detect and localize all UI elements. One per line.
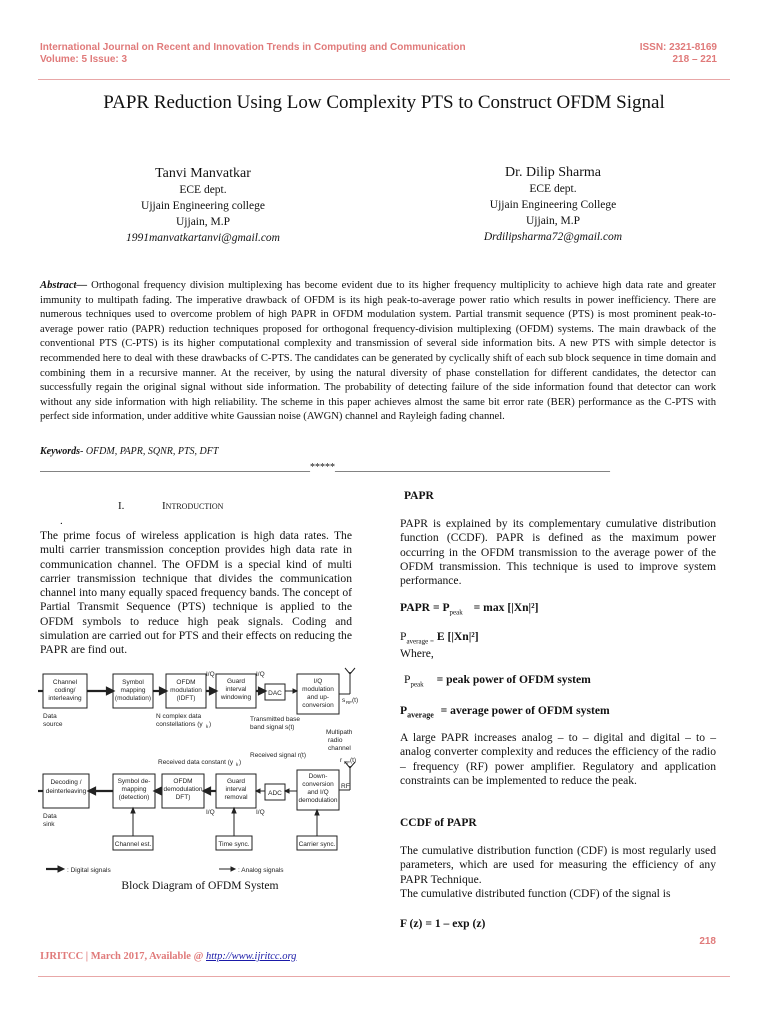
svg-text:(t): (t): [352, 697, 359, 704]
page-number: 218: [699, 936, 716, 947]
abstract-text: Orthogonal frequency division multiplexing has become evident due to its higher frequency multiplicity to achieve high data rate and greater immunity to multipath fading. The imperative drawback of OFDM is its high peak-to-average power ratio which results in power inefficiency. There are numerous techniques used to overcome problem of high PAPR in OFDM modulation system. Partial transmit sequence (PTS) is most prominent peak-to-average power ratio (PAPR) reduction techniques proposed for orthogonal frequency-division multiplexing (OFDM) systems. The main drawback of the conventional PTS (C-PTS) is its higher computational complexity and transmission of several side information bits. A new PTS with simple detector is recommended here to deal with these drawbacks of C-PTS. The candidates can be generated by cyclically shift of each sub block sequence in time domain and combining them in a recursive manner. At the receiver, by using the natural diversity of phase constellation for different candidates, the detector can successfully regain the original signal without side information. The probability of detecting failure of the side information found that detector can work without any side information with high reliability. The scheme in this paper achieves almost the same bit error rate (BER) performance as the C-PTS with perfect side information, under additive white Gaussian noise (AWGN) channel and Rayleigh fading channel.: [40, 280, 716, 423]
label-symbol-demapping: Symbol de-: [117, 778, 151, 785]
ofdm-block-diagram: [38, 666, 364, 882]
papr-paragraph-2: A large PAPR increases analog – to – digital and digital – to – analog converter complexity and reduces the efficiency of the radio – frequency (RF) power amplifier. Regulatory and application constraints can be implemented to reduce the peak.: [400, 731, 716, 787]
label-multipath: Multipath: [326, 729, 353, 736]
ccdf-text-1: The cumulative distribution function (CDF) is most regularly used parameters, which are used for measuring the efficiency of any PAPR Technique.: [400, 844, 716, 886]
svg-text:I/Q: I/Q: [256, 809, 265, 816]
svg-text:demodulation: demodulation: [163, 786, 203, 793]
label-adc: ADC: [268, 790, 282, 797]
eq2-rhs: E [|Xn|²]: [436, 630, 479, 643]
def1-rhs: = peak power of OFDM system: [436, 673, 591, 686]
intro-heading: Introduction: [162, 500, 224, 512]
svg-text:interleaving: interleaving: [48, 695, 82, 702]
keywords: [40, 446, 218, 457]
definition-peak: [404, 673, 591, 688]
def1-sub: peak: [410, 680, 424, 689]
equation-average: [400, 630, 479, 645]
svg-text:I/Q: I/Q: [206, 809, 215, 816]
svg-text:interval: interval: [225, 686, 247, 693]
abstract: [40, 279, 716, 425]
section-separator: ______________________________________________________*****_______________________________________________________: [40, 462, 610, 473]
issn: ISSN: 2321-8169: [639, 42, 717, 53]
svg-text:channel: channel: [328, 745, 351, 752]
svg-text:modulation: modulation: [170, 687, 202, 694]
label-rf-tx: s: [342, 697, 346, 704]
svg-text:(t): (t): [350, 757, 357, 764]
footer-label: IJRITCC | March 2017, Available @: [40, 951, 206, 962]
abstract-label: Abstract—: [40, 280, 88, 291]
journal-name: International Journal on Recent and Innovation Trends in Computing and Communication: [40, 42, 466, 53]
def2-sub: average: [407, 710, 434, 720]
svg-text:interval: interval: [225, 786, 247, 793]
equation-cdf: F (z) = 1 – exp (z): [400, 917, 486, 930]
svg-text:RF: RF: [344, 760, 350, 765]
svg-text:conversion: conversion: [302, 781, 334, 788]
svg-text:band signal s(t): band signal s(t): [250, 724, 295, 731]
label-guard-interval: Guard: [226, 678, 246, 685]
label-symbol-mapping: Symbol: [122, 679, 144, 686]
label-data-source: Data: [43, 713, 57, 720]
header-rule: [38, 79, 730, 80]
svg-text:radio: radio: [328, 737, 343, 744]
svg-text:modulation: modulation: [302, 686, 334, 693]
svg-text:and up-: and up-: [306, 694, 330, 701]
label-channel-coding: Channel: [52, 679, 78, 686]
svg-text:removal: removal: [224, 794, 248, 801]
legend-digital: : Digital signals: [67, 867, 111, 874]
label-ofdm-demodulation: OFDM: [173, 778, 193, 785]
intro-text: The prime focus of wireless application is high data rates. The multi carrier transmission conception provides high data rate in communication channel. The OFDM is a special kind of multi carrier transmission technique that divides the communication channel into many equally spaced frequency bands. The concept of Partial Transmit Sequence (PTS) technique is applied to the OFDM symbols to reduce high peak signals. Coding and simulation are carried out for PTS and their effects on reducing the PAPR are find out.: [40, 529, 352, 657]
figure-caption: Block Diagram of OFDM System: [121, 879, 279, 892]
svg-text:deinterleaving: deinterleaving: [45, 788, 87, 795]
label-carrier-sync: Carrier sync.: [298, 841, 336, 848]
ccdf-text-2: The cumulative distributed function (CDF) of the signal is: [400, 887, 671, 900]
svg-text:and I/Q: and I/Q: [307, 789, 329, 796]
footer-text: [40, 951, 296, 962]
svg-text:k: k: [236, 762, 239, 767]
def2-rhs: = average power of OFDM system: [440, 704, 610, 717]
author-college: Ujjain Engineering college: [141, 200, 265, 212]
svg-text:windowing: windowing: [220, 694, 252, 701]
author-email: Drdilipsharma72@gmail.com: [483, 231, 623, 243]
svg-text:): ): [239, 759, 242, 766]
author-dept: ECE dept.: [529, 183, 577, 195]
svg-text:k: k: [206, 724, 209, 729]
volume-issue: Volume: 5 Issue: 3: [40, 54, 128, 65]
paper-title: PAPR Reduction Using Low Complexity PTS to Construct OFDM Signal: [103, 92, 665, 113]
label-received-constant: Received data constant (y: [158, 759, 234, 766]
svg-text:I/Q: I/Q: [256, 671, 265, 678]
def2-lhs: P: [400, 704, 408, 717]
svg-text:conversion: conversion: [302, 702, 334, 709]
svg-text:sink: sink: [43, 821, 55, 828]
eq1-rhs: = max [|Xn|²]: [473, 601, 539, 614]
label-iq-modulation: I/Q: [313, 678, 323, 685]
papr-heading: PAPR: [404, 490, 434, 502]
svg-text:demodulation: demodulation: [298, 797, 338, 804]
svg-text:(modulation): (modulation): [114, 695, 152, 702]
svg-text:coding/: coding/: [54, 687, 76, 694]
author-city: Ujjain, M.P: [176, 216, 230, 228]
svg-text:(detection): (detection): [118, 794, 150, 801]
keywords-label: Keywords: [40, 446, 80, 457]
footer-rule: [38, 976, 730, 977]
legend-analog: : Analog signals: [238, 867, 284, 874]
papr-text: PAPR is explained by its complementary cumulative distribution function (CCDF). PAPR is defined as the maximum power occurring in the OFDM transmission to the average power of the OFDM transmission. This technique is used to improve system performance.: [400, 517, 716, 588]
eq2-sub: average =: [406, 637, 434, 646]
eq2-lhs: P: [400, 630, 407, 643]
eq1-sub: peak: [449, 608, 463, 617]
label-ofdm-modulation: OFDM: [176, 679, 196, 686]
label-rf-rx: r: [340, 757, 343, 764]
author-college: Ujjain Engineering College: [489, 199, 617, 211]
label-rf: RF: [341, 783, 350, 790]
label-tx-baseband: Transmitted base: [250, 716, 300, 723]
author-1: [100, 166, 306, 246]
svg-text:): ): [209, 721, 212, 728]
svg-text:mapping: mapping: [121, 786, 147, 793]
author-name: Tanvi Manvatkar: [155, 166, 251, 181]
svg-text:(IDFT): (IDFT): [176, 695, 196, 702]
author-dept: ECE dept.: [179, 184, 227, 196]
label-received-signal: Received signal r(t): [250, 752, 306, 759]
author-city: Ujjain, M.P: [526, 215, 580, 227]
svg-text:source: source: [43, 721, 63, 728]
page-range: 218 – 221: [672, 54, 717, 65]
label-guard-removal: Guard: [226, 778, 246, 785]
author-name: Dr. Dilip Sharma: [504, 165, 602, 180]
label-iq: I/Q: [206, 671, 215, 678]
label-data-sink: Data: [43, 813, 57, 820]
ccdf-heading: CCDF of PAPR: [400, 817, 477, 829]
svg-text:RF: RF: [346, 700, 352, 705]
journal-link[interactable]: http://www.ijritcc.org: [206, 951, 297, 962]
label-complex-data: N complex data: [156, 713, 202, 720]
keywords-text: - OFDM, PAPR, SQNR, PTS, DFT: [80, 446, 219, 457]
intro-dot: .: [60, 515, 63, 527]
def1-lhs: P: [404, 673, 411, 686]
label-time-sync: Time sync.: [218, 841, 250, 848]
author-2: [450, 165, 656, 245]
intro-number: I.: [118, 500, 125, 512]
label-decoding: Decoding /: [50, 779, 82, 786]
author-email: 1991manvatkartanvi@gmail.com: [126, 232, 280, 244]
svg-text:mapping: mapping: [120, 687, 146, 694]
label-dac: DAC: [268, 690, 282, 697]
eq1-lhs: PAPR = P: [400, 601, 450, 614]
svg-text:constellations (y: constellations (y: [156, 721, 203, 728]
where-label: Where,: [400, 647, 434, 660]
svg-text:DFT): DFT): [175, 794, 191, 801]
definition-average: [400, 704, 610, 719]
label-down-conversion: Down-: [308, 773, 328, 780]
label-channel-est: Channel est.: [114, 841, 152, 848]
equation-papr: [400, 601, 538, 616]
